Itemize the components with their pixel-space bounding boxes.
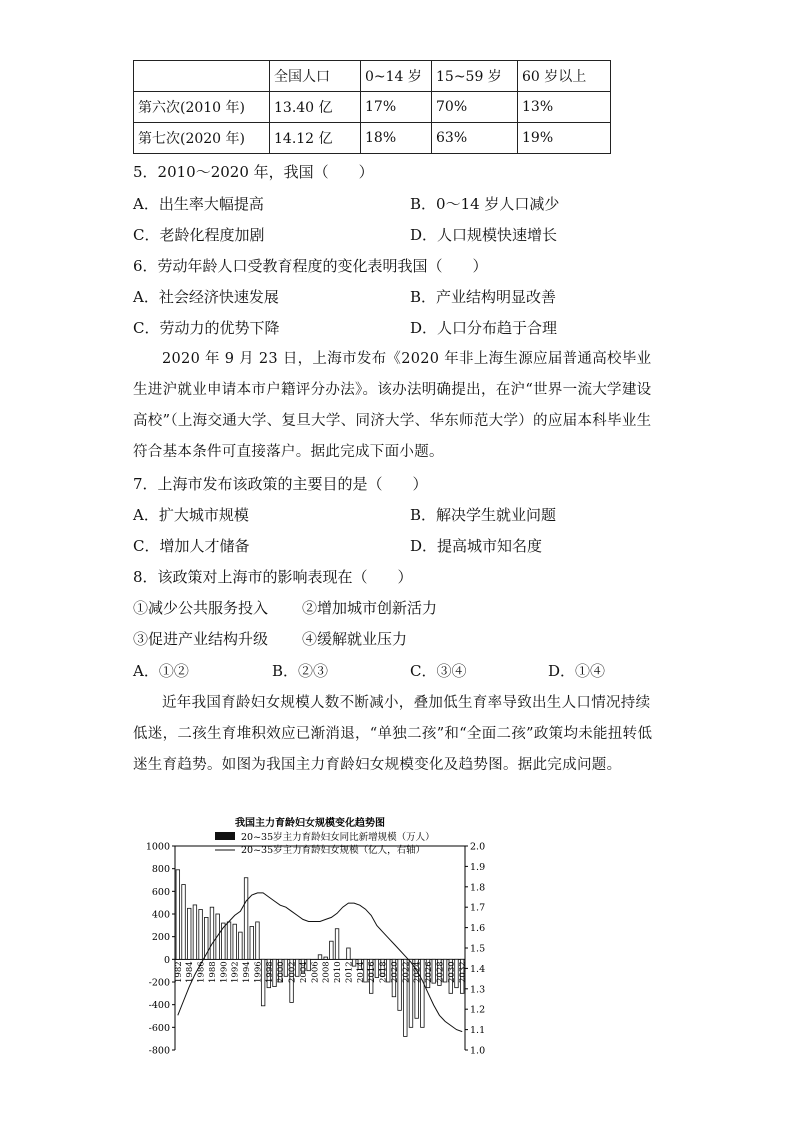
right-tick-label: 1.6 <box>470 923 486 935</box>
question-6-stem: 6．劳动年龄人口受教育程度的变化表明我国（ ） <box>133 257 488 275</box>
table-cell: 第七次(2020 年) <box>134 123 270 154</box>
fertility-chart <box>133 812 503 1062</box>
chart-bar <box>256 922 260 959</box>
question-5-option-c[interactable]: C．老龄化程度加剧 <box>133 226 265 244</box>
chart-bar <box>210 907 214 959</box>
x-tick-label: 2030 <box>446 961 457 983</box>
x-tick-label: 1982 <box>173 961 184 983</box>
chart-bar <box>199 909 203 959</box>
x-tick-label: 2014 <box>355 961 366 983</box>
table-cell <box>134 61 270 92</box>
table-cell: 13% <box>518 92 611 123</box>
legend-label-bar: 20~35岁主力育龄妇女同比新增规模（万人） <box>241 832 435 843</box>
right-tick-label: 1.4 <box>470 963 486 975</box>
legend-bar-swatch <box>215 832 235 840</box>
left-tick-label: -800 <box>148 1045 170 1057</box>
left-tick-label: 800 <box>151 864 170 876</box>
x-tick-label: 2010 <box>333 961 344 983</box>
x-tick-label: 2022 <box>401 961 412 983</box>
right-tick-label: 1.2 <box>470 1004 486 1016</box>
chart-bar <box>347 948 351 959</box>
chart-bar <box>250 926 254 959</box>
question-8-stem: 8．该政策对上海市的影响表现在（ ） <box>133 568 413 586</box>
chart-bar <box>205 917 209 959</box>
left-tick-label: -600 <box>148 1022 170 1034</box>
question-8-option-b[interactable]: B．②③ <box>272 662 329 680</box>
question-6-option-a[interactable]: A．社会经济快速发展 <box>133 288 279 306</box>
question-8-statement-4: ④缓解就业压力 <box>302 630 408 648</box>
x-tick-label: 2018 <box>378 961 389 983</box>
question-5-option-a[interactable]: A．出生率大幅提高 <box>133 195 264 213</box>
chart-bar <box>227 922 231 959</box>
chart-title: 我国主力育龄妇女规模变化趋势图 <box>235 818 385 829</box>
x-tick-label: 2016 <box>367 961 378 983</box>
left-tick-label: 1000 <box>145 841 170 853</box>
x-tick-label: 2000 <box>276 961 287 983</box>
question-5-option-b[interactable]: B．0～14 岁人口减少 <box>410 195 560 213</box>
table-cell: 60 岁以上 <box>518 61 611 92</box>
right-tick-label: 2.0 <box>470 841 486 853</box>
question-8-option-a[interactable]: A．①② <box>133 662 189 680</box>
table-cell: 18% <box>361 123 432 154</box>
x-tick-label: 2002 <box>287 961 298 983</box>
population-table <box>133 60 611 154</box>
question-7-option-c[interactable]: C．增加人才储备 <box>133 537 250 555</box>
chart-bar <box>193 905 197 959</box>
question-7-option-d[interactable]: D．提高城市知名度 <box>410 537 543 555</box>
x-tick-label: 2006 <box>310 961 321 983</box>
chart-bar <box>324 957 328 959</box>
question-7-option-b[interactable]: B．解决学生就业问题 <box>410 506 557 524</box>
table-row <box>134 92 611 123</box>
x-tick-label: 2024 <box>412 961 423 983</box>
table-cell: 0~14 岁 <box>361 61 432 92</box>
right-tick-label: 1.9 <box>470 861 486 873</box>
left-tick-label: 600 <box>151 886 170 898</box>
x-tick-label: 2032 <box>458 961 469 983</box>
table-cell: 19% <box>518 123 611 154</box>
x-tick-label: 1992 <box>230 961 241 983</box>
question-8-statement-2: ②增加城市创新活力 <box>302 599 438 617</box>
chart-bar <box>176 870 180 960</box>
table-cell: 全国人口 <box>270 61 361 92</box>
chart-bar <box>330 941 334 959</box>
question-6-option-d[interactable]: D．人口分布趋于合理 <box>410 319 558 337</box>
question-6-option-c[interactable]: C．劳动力的优势下降 <box>133 319 280 337</box>
question-8-option-c[interactable]: C．③④ <box>410 662 467 680</box>
chart-bar <box>239 932 243 959</box>
right-tick-label: 1.5 <box>470 943 486 955</box>
table-cell: 14.12 亿 <box>270 123 361 154</box>
question-5-stem: 5．2010～2020 年，我国（ ） <box>133 163 374 181</box>
x-tick-label: 1998 <box>264 961 275 983</box>
right-tick-label: 1.0 <box>470 1045 486 1057</box>
x-tick-label: 1988 <box>207 961 218 983</box>
table-cell: 70% <box>432 92 518 123</box>
legend-label-line: 20~35岁主力育龄妇女规模（亿人，右轴） <box>241 845 426 856</box>
chart-bar <box>187 908 191 959</box>
table-cell: 13.40 亿 <box>270 92 361 123</box>
x-tick-label: 2020 <box>389 961 400 983</box>
x-tick-label: 1994 <box>242 961 253 983</box>
x-tick-label: 1986 <box>196 961 207 983</box>
x-tick-label: 2004 <box>298 961 309 983</box>
chart-svg <box>133 812 503 1062</box>
chart-bar <box>318 955 322 960</box>
x-tick-label: 1984 <box>185 961 196 983</box>
x-tick-label: 2008 <box>321 961 332 983</box>
right-tick-label: 1.7 <box>470 902 486 914</box>
left-tick-label: 0 <box>163 954 170 966</box>
question-7-option-a[interactable]: A．扩大城市规模 <box>133 506 249 524</box>
question-5-option-d[interactable]: D．人口规模快速增长 <box>410 226 558 244</box>
question-7-stem: 7．上海市发布该政策的主要目的是（ ） <box>133 475 428 493</box>
passage-fertility: 近年我国育龄妇女规模人数不断减小，叠加低生育率导致出生人口情况持续低迷，二孩生育堆积效应已渐消退，“单独二孩”和“全面二孩”政策均未能扭转低迷生育趋势。如图为我国主力育龄妇女规模变化及趋势图。据此完成问题。 <box>133 695 653 773</box>
x-tick-label: 2028 <box>435 961 446 983</box>
chart-bar <box>335 929 339 960</box>
right-tick-label: 1.8 <box>470 882 486 894</box>
table-cell: 15~59 岁 <box>432 61 518 92</box>
question-6-option-b[interactable]: B．产业结构明显改善 <box>410 288 557 306</box>
chart-bar <box>233 924 237 959</box>
table-header-row <box>134 61 611 92</box>
question-8-option-d[interactable]: D．①④ <box>548 662 606 680</box>
table-cell: 17% <box>361 92 432 123</box>
left-tick-label: 400 <box>151 909 170 921</box>
x-tick-label: 1996 <box>253 961 264 983</box>
x-tick-label: 2026 <box>424 961 435 983</box>
left-tick-label: 200 <box>151 932 170 944</box>
passage-shanghai-policy: 2020 年 9 月 23 日，上海市发布《2020 年非上海生源应届普通高校毕业生进沪就业申请本市户籍评分办法》。该办法明确提出，在沪“世界一流大学建设高校”（上海交通大学、复旦大学、同济大学、华东师范大学）的应届本科毕业生符合基本条件可直接落户。据此完成下面小题。 <box>133 351 652 460</box>
x-tick-label: 1990 <box>219 961 230 983</box>
question-8-statement-3: ③促进产业结构升级 <box>133 630 269 648</box>
table-cell: 63% <box>432 123 518 154</box>
question-8-statement-1: ①减少公共服务投入 <box>133 599 269 617</box>
left-tick-label: -400 <box>148 1000 170 1012</box>
table-cell: 第六次(2010 年) <box>134 92 270 123</box>
table-row <box>134 123 611 154</box>
x-tick-label: 2012 <box>344 961 355 983</box>
right-tick-label: 1.3 <box>470 984 486 996</box>
left-tick-label: -200 <box>148 977 170 989</box>
chart-bar <box>244 878 248 960</box>
chart-bar <box>182 885 186 960</box>
right-tick-label: 1.1 <box>470 1025 486 1037</box>
